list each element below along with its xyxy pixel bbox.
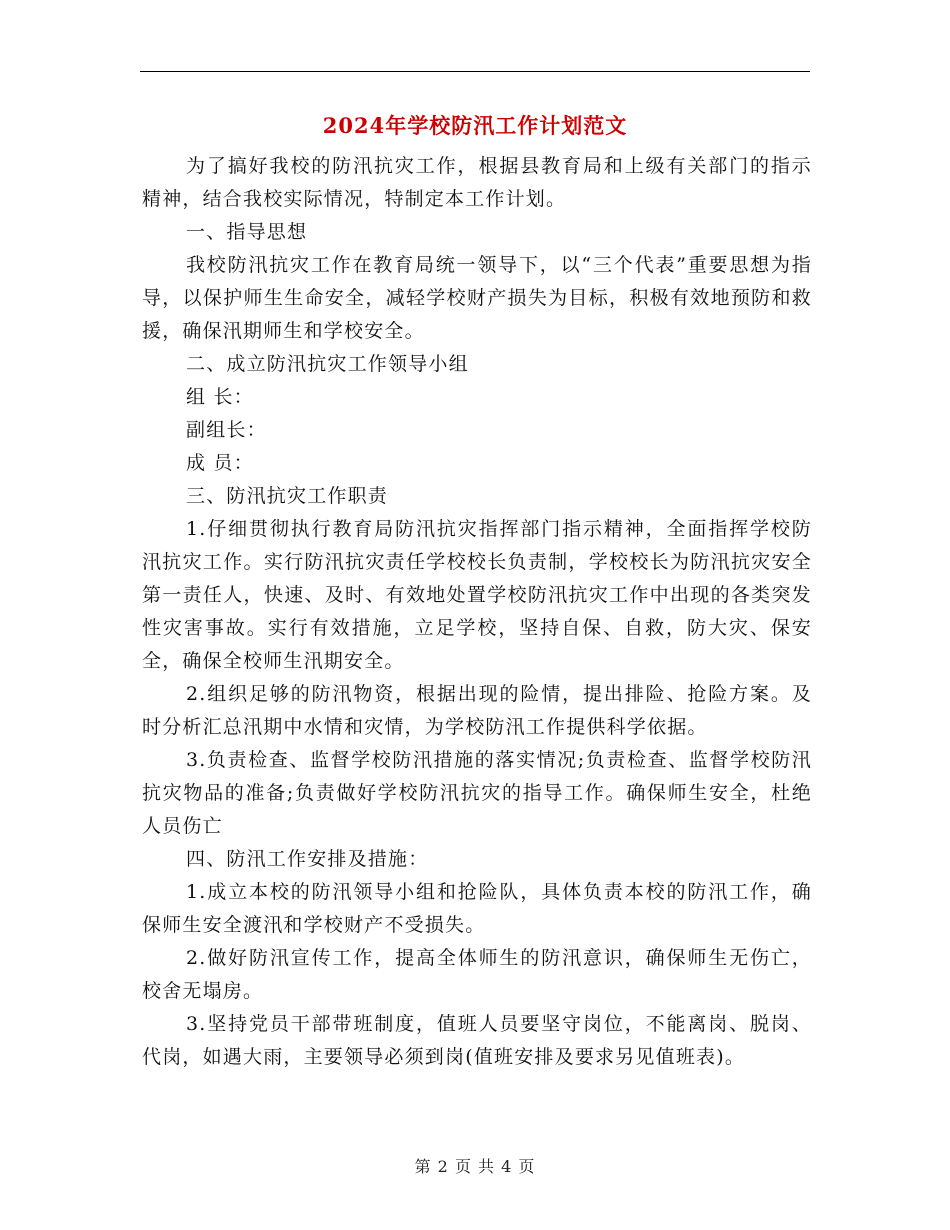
heading-guiding-thought: 一、指导思想: [186, 221, 308, 243]
members-line: 成 员：: [186, 452, 254, 474]
arrangement-item-1: 1.成立本校的防汛领导小组和抢险队，具体负责本校的防汛工作，确保师生安全渡汛和学校财产不受损失。: [142, 881, 812, 936]
document-body: [142, 150, 812, 1074]
arrangement-item-3: 3.坚持党员干部带班制度，值班人员要坚守岗位，不能离岗、脱岗、代岗，如遇大雨，主要领导必须到岗(值班安排及要求另见值班表)。: [142, 1013, 812, 1068]
deputy-leader-line: 副组长：: [186, 419, 267, 441]
group-leader-line: 组 长：: [186, 386, 254, 408]
paragraph-intro: 为了搞好我校的防汛抗灾工作，根据县教育局和上级有关部门的指示精神，结合我校实际情况，特制定本工作计划。: [142, 155, 812, 210]
header-rule: [140, 71, 810, 72]
responsibility-item-2: 2.组织足够的防汛物资，根据出现的险情，提出排险、抢险方案。及时分析汇总汛期中水情和灾情，为学校防汛工作提供科学依据。: [142, 683, 812, 738]
responsibility-item-3: 3.负责检查、监督学校防汛措施的落实情况;负责检查、监督学校防汛抗灾物品的准备;负责做好学校防汛抗灾的指导工作。确保师生安全，杜绝人员伤亡: [142, 749, 812, 837]
heading-responsibilities: 三、防汛抗灾工作职责: [186, 485, 389, 507]
responsibility-item-1: 1.仔细贯彻执行教育局防汛抗灾指挥部门指示精神，全面指挥学校防汛抗灾工作。实行防汛抗灾责任学校校长负责制，学校校长为防汛抗灾安全第一责任人，快速、及时、有效地处置学校防汛抗灾工作中出现的各类突发性灾害事故。实行有效措施，立足学校，坚持自保、自救，防大灾、保安全，确保全校师生汛期安全。: [142, 518, 812, 672]
heading-leadership-group: 二、成立防汛抗灾工作领导小组: [186, 353, 469, 375]
arrangement-item-2: 2.做好防汛宣传工作，提高全体师生的防汛意识，确保师生无伤亡，校舍无塌房。: [142, 947, 812, 1002]
document-title: 2024年学校防汛工作计划范文: [322, 113, 628, 138]
heading-arrangements: 四、防汛工作安排及措施：: [186, 848, 429, 870]
page-number: 第 2 页 共 4 页: [414, 1157, 536, 1176]
paragraph-guiding-thought: 我校防汛抗灾工作在教育局统一领导下，以“三个代表”重要思想为指导，以保护师生生命安全，减轻学校财产损失为目标，积极有效地预防和救援，确保汛期师生和学校安全。: [142, 254, 812, 342]
